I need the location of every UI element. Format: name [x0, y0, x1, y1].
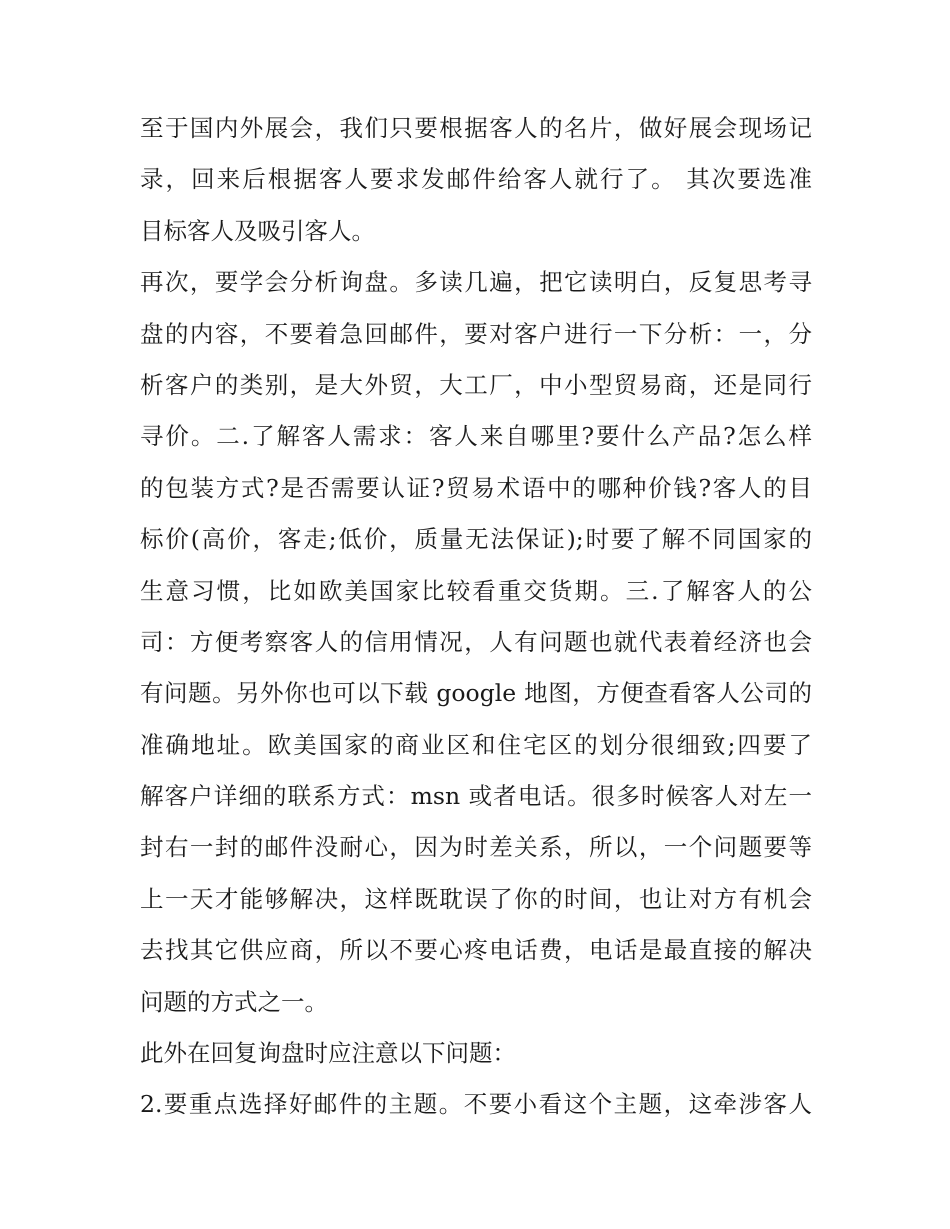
text-line-19: 此外在回复询盘时应注意以下问题：	[140, 1039, 516, 1068]
text-line-14: 解客户详细的联系方式：msn 或者电话。很多时候客人对左一	[140, 782, 812, 811]
text-line-2: 录，回来后根据客人要求发邮件给客人就行了。 其次要选准	[140, 165, 812, 194]
text-line-16: 上一天才能够解决，这样既耽误了你的时间，也让对方有机会	[140, 884, 812, 913]
text-line-13: 准确地址。欧美国家的商业区和住宅区的划分很细致;四要了	[140, 730, 812, 759]
text-line-1: 至于国内外展会，我们只要根据客人的名片，做好展会现场记	[140, 114, 812, 142]
text-line-3: 目标客人及吸引客人。	[140, 216, 375, 245]
text-line-10: 生意习惯，比如欧美国家比较看重交货期。三.了解客人的公	[140, 576, 812, 605]
text-line-15: 封右一封的邮件没耐心，因为时差关系，所以，一个问题要等	[140, 833, 812, 862]
text-line-5: 盘的内容，不要着急回邮件，要对客户进行一下分析：一，分	[140, 319, 812, 348]
text-line-17: 去找其它供应商，所以不要心疼电话费，电话是最直接的解决	[140, 936, 812, 965]
text-line-8: 的包装方式?是否需要认证?贸易术语中的哪种价钱?客人的目	[140, 473, 812, 502]
text-line-4: 再次，要学会分析询盘。多读几遍，把它读明白，反复思考寻	[140, 268, 812, 297]
text-line-11: 司：方便考察客人的信用情况，人有问题也就代表着经济也会	[140, 627, 812, 656]
text-line-9: 标价(高价，客走;低价，质量无法保证);时要了解不同国家的	[140, 525, 812, 554]
text-line-20: 2.要重点选择好邮件的主题。不要小看这个主题，这牵涉客人	[140, 1090, 812, 1119]
document-body	[140, 103, 812, 1131]
text-line-7: 寻价。二.了解客人需求：客人来自哪里?要什么产品?怎么样	[140, 422, 812, 451]
text-line-12: 有问题。另外你也可以下载 google 地图，方便查看客人公司的	[140, 679, 812, 708]
text-line-18: 问题的方式之一。	[140, 987, 328, 1016]
text-line-6: 析客户的类别，是大外贸，大工厂，中小型贸易商，还是同行	[140, 370, 812, 399]
